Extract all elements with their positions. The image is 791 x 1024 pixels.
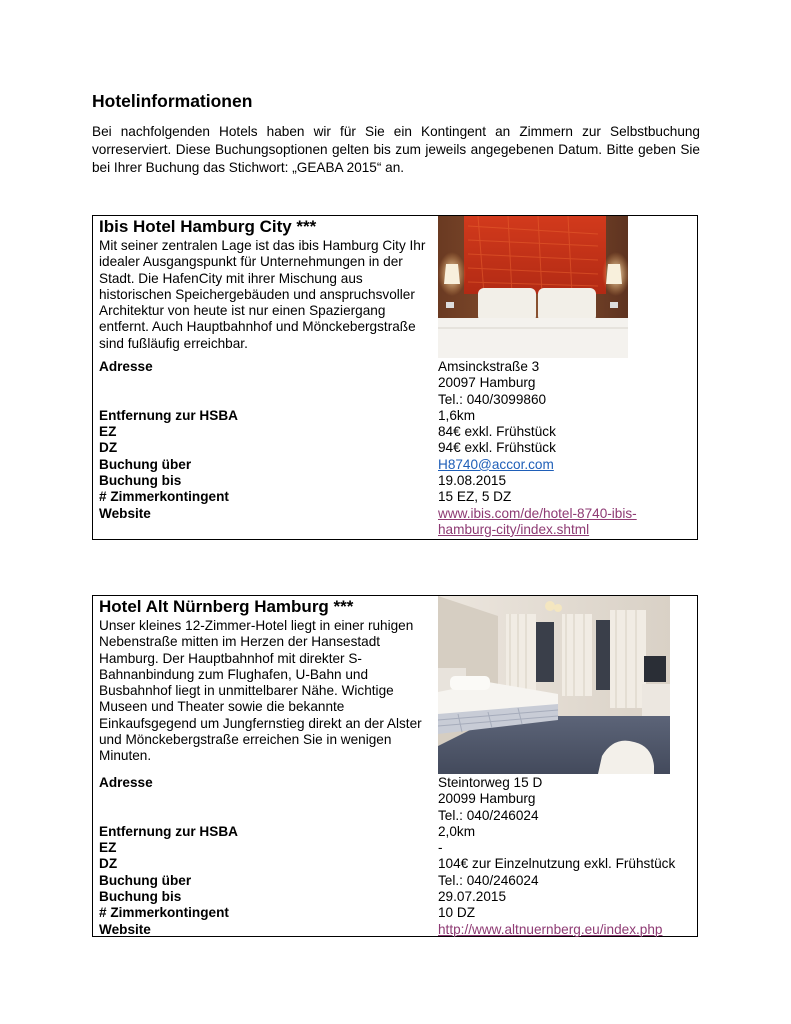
label-adresse: Adresse	[99, 775, 153, 790]
detail-row-adresse	[99, 775, 693, 824]
detail-row-ez	[99, 840, 693, 856]
detail-row-website	[99, 922, 693, 938]
label-website: Website	[99, 921, 151, 937]
label-entfernung: Entfernung zur HSBA	[99, 407, 238, 423]
label-buchung-bis: Buchung bis	[99, 889, 182, 905]
value-buchung-ueber: Tel.: 040/246024	[438, 872, 539, 888]
page-title: Hotelinformationen	[92, 91, 253, 111]
label-ez: EZ	[99, 424, 117, 440]
address-line: Steintorweg 15 D	[438, 775, 543, 790]
label-website: Website	[99, 505, 151, 521]
address-line: 20099 Hamburg	[438, 791, 536, 807]
website-link[interactable]: http://www.altnuernberg.eu/index.php	[438, 921, 663, 937]
detail-row-buchung-ueber	[99, 873, 693, 889]
address-line: Tel.: 040/3099860	[438, 391, 547, 407]
detail-row-dz	[99, 440, 693, 456]
value-ez: 84€ exkl. Frühstück	[438, 424, 556, 440]
hotel-name: Ibis Hotel Hamburg City ***	[99, 217, 317, 236]
booking-email-link[interactable]: H8740@accor.com	[438, 456, 554, 472]
hotel-room-photo	[438, 216, 628, 358]
detail-row-buchung-bis	[99, 889, 693, 905]
hotel-details	[99, 359, 693, 538]
detail-row-adresse	[99, 359, 693, 408]
label-zimmerkontingent: # Zimmerkontingent	[99, 489, 229, 505]
label-buchung-ueber: Buchung über	[99, 456, 192, 472]
value-zimmerkontingent: 15 EZ, 5 DZ	[438, 489, 512, 505]
website-link[interactable]: www.ibis.com/de/hotel-8740-ibis-	[438, 505, 637, 521]
hotel-description: Mit seiner zentralen Lage ist das ibis Hamburg City Ihr idealer Ausgangspunkt für Unternehmungen in der Stadt. Die HafenCity mit ihrer Mischung aus historischen Speichergebäuden und anspruchsvoller Architektur von heute ist nur einen Spaziergang entfernt. Auch Hauptbahnhof und Mönckebergstraße sind fußläufig erreichbar.	[99, 238, 426, 351]
detail-row-buchung-bis	[99, 473, 693, 489]
address-line: Amsinckstraße 3	[438, 359, 540, 374]
value-ez: -	[438, 840, 443, 856]
hotel-description: Unser kleines 12-Zimmer-Hotel liegt in einer ruhigen Nebenstraße mitten im Herzen der Hansestadt Hamburg. Der Hauptbahnhof mit direkter S-Bahnanbindung zum Flughafen, U-Bahn und Busbahnhof liegt in unmittelbarer Nähe. Wichtige Museen und Theater sowie die bekannte Einkaufsgegend um Jungfernstieg direkt an der Alster und Mönckebergstraße erreichen Sie in wenigen Minuten.	[99, 618, 422, 764]
label-ez: EZ	[99, 840, 117, 856]
label-entfernung: Entfernung zur HSBA	[99, 823, 238, 839]
value-buchung-bis: 29.07.2015	[438, 889, 507, 905]
value-buchung-bis: 19.08.2015	[438, 473, 507, 489]
address-line: Tel.: 040/246024	[438, 807, 539, 823]
label-buchung-bis: Buchung bis	[99, 473, 182, 489]
hotel-card-ibis	[92, 215, 698, 540]
intro-paragraph: Bei nachfolgenden Hotels haben wir für Sie ein Kontingent an Zimmern zur Selbstbuchung vorreserviert. Diese Buchungsoptionen gelten bis zum jeweils angegebenen Datum. Bitte geben Sie bei Ihrer Buchung das Stichwort: „GEABA 2015“ an.	[92, 124, 700, 175]
value-entfernung: 1,6km	[438, 407, 476, 423]
hotel-card-alt-nuernberg	[92, 595, 698, 937]
detail-row-entfernung	[99, 824, 693, 840]
label-dz: DZ	[99, 856, 118, 872]
detail-row-zimmerkontingent	[99, 489, 693, 505]
hotel-room-photo	[438, 596, 670, 774]
value-zimmerkontingent: 10 DZ	[438, 905, 476, 921]
value-dz: 104€ zur Einzelnutzung exkl. Frühstück	[438, 856, 676, 872]
value-entfernung: 2,0km	[438, 823, 476, 839]
detail-row-dz	[99, 856, 693, 872]
hotel-name: Hotel Alt Nürnberg Hamburg ***	[99, 597, 354, 616]
label-buchung-ueber: Buchung über	[99, 872, 192, 888]
address-line: 20097 Hamburg	[438, 375, 536, 391]
label-zimmerkontingent: # Zimmerkontingent	[99, 905, 229, 921]
label-dz: DZ	[99, 440, 118, 456]
label-adresse: Adresse	[99, 359, 153, 374]
hotel-details	[99, 775, 693, 938]
website-link[interactable]: hamburg-city/index.shtml	[438, 521, 590, 537]
value-dz: 94€ exkl. Frühstück	[438, 440, 556, 456]
detail-row-ez	[99, 424, 693, 440]
detail-row-zimmerkontingent	[99, 905, 693, 921]
detail-row-entfernung	[99, 408, 693, 424]
detail-row-website	[99, 506, 693, 539]
detail-row-buchung-ueber	[99, 457, 693, 473]
